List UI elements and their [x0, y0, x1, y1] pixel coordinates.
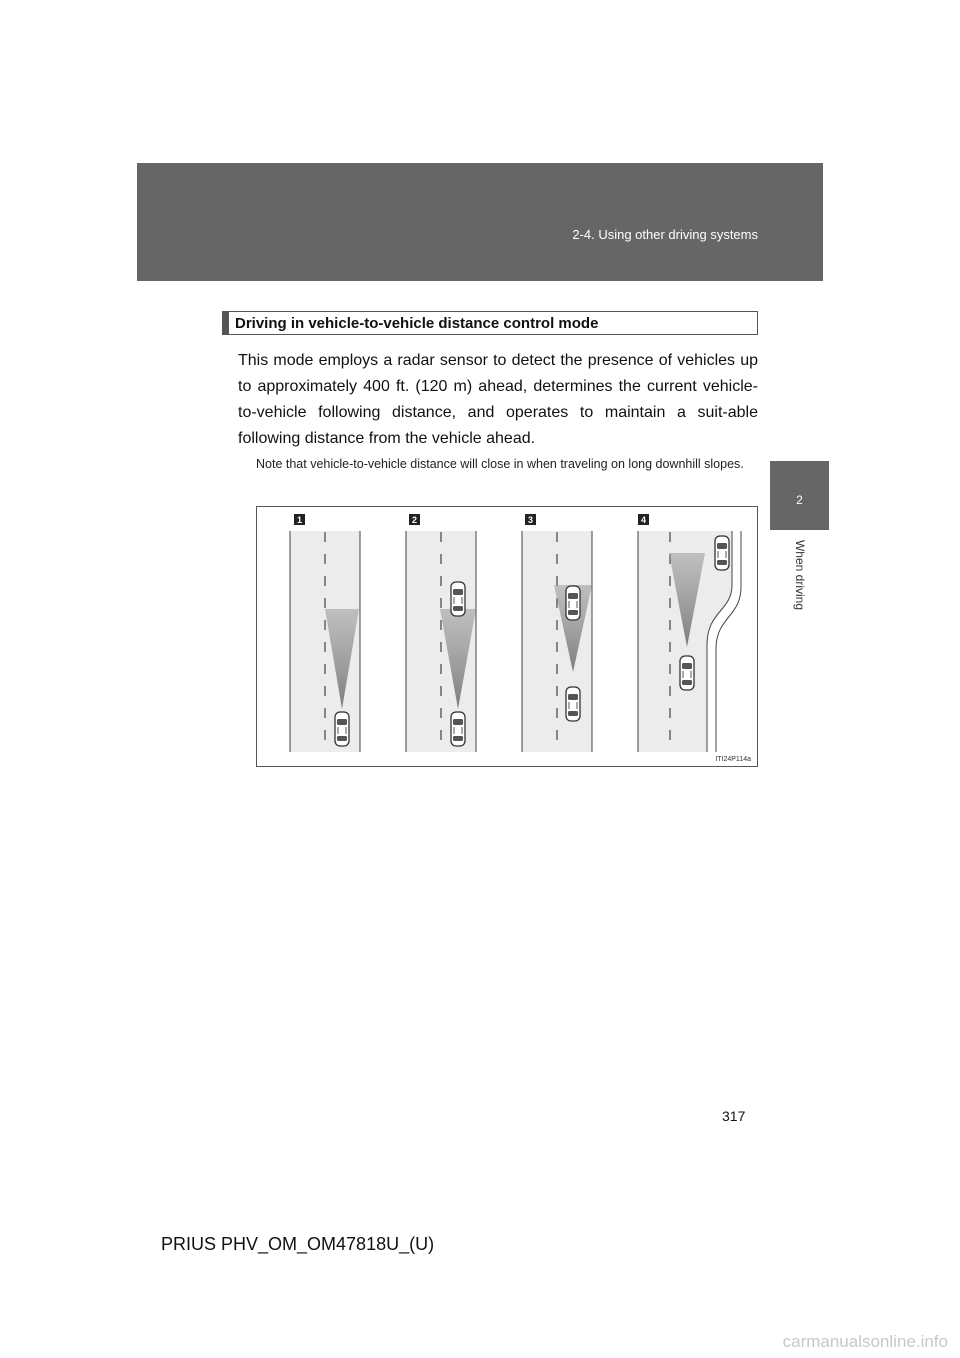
chapter-number: 2 — [796, 493, 803, 507]
figure-code: ITI24P114a — [715, 756, 751, 763]
heading-text: Driving in vehicle-to-vehicle distance control mode — [235, 315, 599, 332]
heading-marker — [223, 312, 229, 334]
header-band — [137, 163, 823, 281]
panel-1-label: 1 — [296, 515, 303, 525]
subsection-heading — [222, 311, 758, 335]
page-number: 317 — [722, 1108, 746, 1124]
chapter-label: When driving — [793, 539, 807, 611]
footer-code: PRIUS PHV_OM_OM47818U_(U) — [161, 1234, 435, 1254]
section-title: 2-4. Using other driving systems — [572, 227, 758, 242]
panel-3 — [522, 514, 592, 752]
panel-2-label: 2 — [411, 515, 418, 525]
watermark: carmanualsonline.info — [782, 1332, 948, 1351]
figure-illustration — [257, 507, 757, 766]
panel-3-label: 3 — [527, 515, 534, 525]
distance-control-figure — [256, 506, 758, 767]
panel-2 — [406, 514, 476, 752]
body-paragraph: This mode employs a radar sensor to detect the presence of vehicles up to approximately 400 ft. (120 m) ahead, determines the current vehicle-to-vehicle following distance, and operates to maintain a suit-able following distance from the vehicle ahead. — [238, 352, 758, 447]
note-paragraph: Note that vehicle-to-vehicle distance will close in when traveling on long downhill slopes. — [256, 457, 744, 471]
chapter-tab — [770, 461, 829, 530]
panel-1 — [290, 514, 360, 752]
panel-4 — [638, 514, 741, 752]
panel-4-label: 4 — [640, 515, 647, 525]
